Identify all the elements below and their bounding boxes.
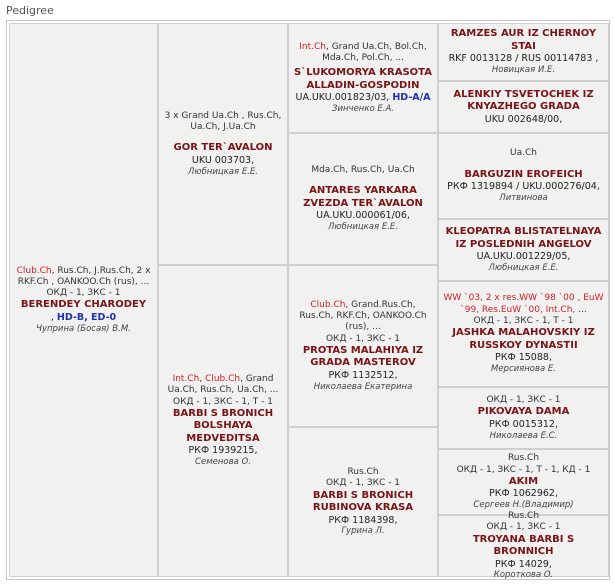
dog-name-link[interactable]: PROTAS MALAHIYA IZ GRADA MASTEROV [302, 344, 424, 369]
owner: Новицкая И.Е. [491, 65, 556, 76]
dog-name-link[interactable]: TROYANA BARBI S BRONNICH [472, 533, 575, 557]
titles: Rus.Ch [347, 467, 379, 477]
titles: Club.Ch, Grand.Rus.Ch, Rus.Ch, RKF.Ch, OANKOO.Ch (rus), ... [299, 299, 427, 333]
titles: Mda.Ch, Rus.Ch, Ua.Ch [311, 165, 415, 176]
dog-name-link[interactable]: BARGUZIN EROFEICH [464, 168, 583, 180]
registration: РКФ 1184398, [328, 514, 398, 526]
registration: UA.UKU.000061/06, [316, 210, 410, 222]
pedigree-gen4-1 [438, 23, 609, 81]
pedigree-gen4-3 [438, 133, 609, 219]
titles: Rus.Ch [507, 453, 540, 464]
registration: RKF 0013128 / RUS 00114783 , [448, 53, 599, 65]
owner: Литвинова [499, 193, 548, 203]
pedigree-gen3-3: Club.Ch, Grand.Rus.Ch, Rus.Ch, RKF.Ch, OANKOO.Ch (rus), ... ОКД - 1, ЗКС - 1 PROTAS MALAHIYA IZ GRADA MASTEROV РКФ 1132512, Николаева Екатерина [288, 265, 438, 427]
pedigree-gen3-4: Rus.Ch ОКД - 1, ЗКС - 1 BARBI S BRONICH RUBINOVA KRASA РКФ 1184398, Гурина Л. [288, 427, 438, 577]
dog-name-link[interactable]: AKIM [508, 475, 539, 487]
owner: Зинченко Е.А. [332, 103, 394, 114]
dog-name-link[interactable]: ANTARES YARKARA ZVEZDA TER`AVALON [303, 185, 423, 209]
registration: UKU 002648/00, [484, 113, 563, 125]
pedigree-gen4-4 [438, 219, 609, 281]
pedigree-gen3-1: Int.Ch, Grand Ua.Ch, Bol.Ch, Mda.Ch, Pol.Ch, ... S`LUKOMORYA KRASOTA ALLADIN-GOSPODIN UA.UKU.001823/03, HD-A/A Зинченко Е.А. [288, 23, 438, 133]
pedigree-sire [158, 23, 288, 265]
pedigree-table [6, 20, 610, 580]
titles: Int.Ch, Grand Ua.Ch, Bol.Ch, Mda.Ch, Pol.Ch, ... [299, 41, 427, 63]
owner: Сергеев Н.(Владимир) [473, 500, 574, 511]
registration: РКФ 1939215, [188, 445, 258, 457]
titles: WW `03, 2 x res.WW `98 `00 , EuW `99, Res.EuW `00, Int.Ch, ... [443, 293, 604, 315]
registration: UA.UKU.001229/05, [476, 251, 571, 263]
titles: Ua.Ch [510, 148, 537, 159]
registration: РКФ 1062962, [488, 488, 558, 500]
owner: Любницкая Е.Е. [488, 263, 559, 274]
owner: Мерсиянова Е. [490, 364, 557, 374]
dog-name-link[interactable]: GOR TER`AVALON [173, 142, 273, 154]
health-tests: HD-B, ED-0 [56, 311, 117, 323]
registration: РКФ 15088, [495, 352, 552, 364]
pedigree-gen4-2 [438, 81, 609, 133]
dog-name-link[interactable]: PIKOVAYA DAMA [477, 406, 570, 418]
titles: Rus.Ch [507, 511, 540, 521]
owner: Семенова О. [195, 457, 251, 468]
pedigree-subject: Club.Ch, Rus.Ch, J.Rus.Ch, 2 x RKF.Ch , OANKOO.Ch (rus), ... ОКД - 1, ЗКС - 1 BERENDEY CHARODEY , HD-B, ED-0 Чуприна (Босая) В.М. [9, 23, 158, 577]
dog-name-link[interactable]: RAMZES AUR IZ CHERNOY STAI [450, 28, 597, 52]
titles: ОКД - 1, ЗКС - 1 [486, 394, 561, 405]
dog-name-link[interactable]: JASHKA MALAHOVSKIY IZ RUSSKOY DYNASTII [452, 327, 595, 351]
pedigree-gen3-2 [288, 133, 438, 265]
dog-name-link[interactable]: BARBI S BRONICH RUBINOVA KRASA [312, 489, 414, 513]
owner: Короткова О. [493, 570, 554, 581]
registration: UKU 003703, [191, 154, 255, 166]
dog-name-link[interactable]: BERENDEY CHARODEY [20, 299, 147, 311]
dog-name-link[interactable]: BARBI S BRONICH BOLSHAYA MEDVEDITSA [172, 407, 274, 444]
health-tests: HD-A/A [392, 92, 431, 103]
dog-name-link[interactable]: ALENKIY TSVETOCHEK IZ KNYAZHEGO GRADA [453, 88, 594, 113]
pedigree-dam: Int.Ch, Club.Ch, Grand Ua.Ch, Rus.Ch, Ua.Ch, ... ОКД - 1, ЗКС - 1, Т - 1 BARBI S BRONICH BOLSHAYA MEDVEDITSA РКФ 1939215, Семенова О. [158, 265, 288, 577]
titles: Club.Ch, Rus.Ch, J.Rus.Ch, 2 x RKF.Ch , OANKOO.Ch (rus), ... [16, 265, 151, 287]
pedigree-gen4-7: Rus.Ch ОКД - 1, ЗКС - 1, Т - 1, КД - 1 AKIM РКФ 1062962, Сергеев Н.(Владимир) [438, 449, 609, 515]
owner: Гурина Л. [341, 526, 385, 537]
owner: Николаева Е.С. [489, 430, 558, 441]
pedigree-gen4-6 [438, 387, 609, 449]
dog-name-link[interactable]: S`LUKOMORYA KRASOTA ALLADIN-GOSPODIN [294, 67, 432, 91]
pedigree-gen4-5: WW `03, 2 x res.WW `98 `00 , EuW `99, Res.EuW `00, Int.Ch, ... ОКД - 1, ЗКС - 1, Т - 1 JASHKA MALAHOVSKIY IZ RUSSKOY DYNASTII РКФ 15088, Мерсиянова Е. [438, 281, 609, 387]
registration: РКФ 14029, [495, 558, 552, 570]
pedigree-gen4-8: Rus.Ch ОКД - 1, ЗКС - 1 TROYANA BARBI S BRONNICH РКФ 14029, Короткова О. [438, 515, 609, 577]
registration: РКФ 1319894 / UKU.000276/04, [447, 181, 600, 193]
owner: Чуприна (Босая) В.М. [36, 323, 131, 334]
owner: Любницкая Е.Е. [328, 222, 398, 233]
titles: 3 x Grand Ua.Ch , Rus.Ch, Ua.Ch, J.Ua.Ch [164, 110, 282, 132]
registration: РКФ 0015312, [488, 418, 558, 430]
registration: РКФ 1132512, [328, 369, 398, 381]
section-title: Pedigree [6, 4, 54, 17]
owner: Николаева Екатерина [313, 381, 413, 392]
owner: Любницкая Е.Е. [188, 166, 258, 177]
titles: Int.Ch, Club.Ch, Grand Ua.Ch, Rus.Ch, Ua.Ch, ... [167, 374, 279, 396]
dog-name-link[interactable]: KLEOPATRA BLISTATELNAYA IZ POSLEDNIH ANGELOV [445, 226, 602, 250]
